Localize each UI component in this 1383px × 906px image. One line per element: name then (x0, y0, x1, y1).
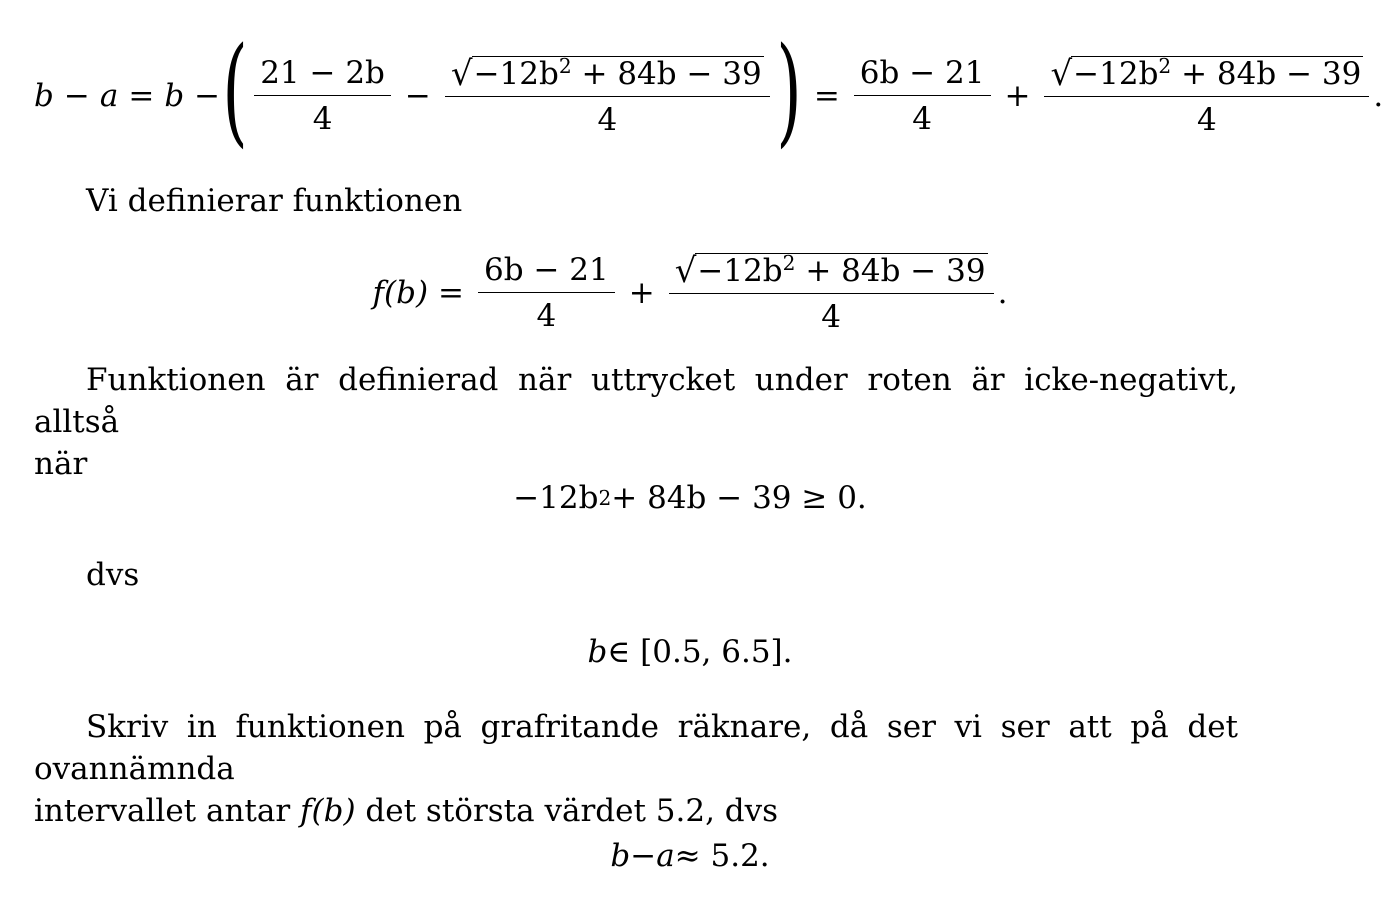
result-minus: − (630, 837, 657, 874)
eq1-equals: = (128, 77, 155, 114)
fraction-denominator: 4 (912, 100, 933, 137)
fraction-numerator (669, 250, 994, 294)
equation-f-of-b (0, 248, 1380, 338)
eq1-a: a (99, 77, 119, 114)
paragraph-line-1: Funktionen är definierad när uttrycket under roten är icke-negativt, alltså (34, 362, 1238, 440)
fraction-numerator: 21 − 2b (254, 58, 391, 96)
paragraph-text: dvs (86, 557, 140, 593)
fraction-denominator: 4 (536, 297, 557, 334)
result-b: b (610, 837, 631, 874)
eq2-equals: = (438, 274, 465, 311)
paragraph-line-1: Skriv in funktionen på grafritande räknare, då ser vi ser att på det ovannämnda (34, 709, 1238, 787)
eq2-lhs: f(b) (372, 274, 429, 311)
radical-sign: √ (1050, 54, 1073, 94)
inequality-head: −12b (513, 479, 599, 516)
fraction-sqrt-1 (445, 53, 770, 138)
fraction-21-minus-2b (254, 54, 391, 137)
fraction-sqrt-2 (1044, 53, 1369, 138)
interval-variable: b (587, 633, 608, 670)
radicand-tail: + 84b − 39 (795, 253, 986, 289)
exponent: 2 (782, 250, 796, 275)
fraction-numerator: 6b − 21 (478, 255, 615, 293)
radicand (1071, 53, 1363, 92)
equation-interval (0, 632, 1380, 672)
inline-function: f(b) (300, 793, 356, 829)
radicand-head: −12b (473, 56, 559, 92)
fraction-sqrt (669, 250, 994, 335)
paragraph-line-2: när (34, 446, 88, 482)
fraction-numerator (1044, 53, 1369, 97)
radicand-head: −12b (697, 253, 783, 289)
eq1-minus3: − (404, 77, 431, 114)
exponent: 2 (558, 53, 572, 78)
inequality-tail: + 84b − 39 ≥ 0. (611, 479, 867, 516)
fraction-6b-minus-21 (854, 54, 991, 137)
exponent: 2 (1158, 53, 1172, 78)
line-text-a: intervallet antar (34, 793, 301, 829)
equation-b-minus-a (34, 21, 1383, 159)
sqrt (674, 250, 988, 291)
left-paren: ( (222, 21, 248, 159)
eq1-minus2: − (194, 77, 221, 114)
eq1-plus: + (1004, 77, 1031, 114)
paragraph-calculator (34, 706, 1238, 832)
equation-result (0, 836, 1380, 876)
fraction-denominator: 4 (1197, 102, 1217, 138)
radicand-head: −12b (1073, 56, 1159, 92)
radicand (472, 53, 764, 92)
radicand-tail: + 84b − 39 (1171, 56, 1362, 92)
eq1-b2: b (164, 77, 185, 114)
sqrt (450, 53, 764, 94)
radical-sign: √ (450, 54, 473, 94)
eq1-b: b (34, 77, 54, 114)
equation-inequality: −12b 2 + 84b − 39 ≥ 0. (513, 479, 867, 516)
radicand (695, 250, 987, 289)
fraction-6b-minus-21 (478, 251, 615, 334)
right-paren: ) (776, 21, 802, 159)
radicand-tail: + 84b − 39 (571, 56, 762, 92)
paragraph-line-2 (34, 790, 1238, 832)
paragraph-dvs (34, 554, 1238, 596)
sqrt (1050, 53, 1363, 94)
line-text-b: det största värdet 5.2, dvs (355, 793, 779, 829)
paragraph-define-function (34, 180, 1238, 222)
eq2-plus: + (628, 274, 655, 311)
fraction-denominator: 4 (312, 100, 333, 137)
fraction-numerator: 6b − 21 (854, 58, 991, 96)
result-rest: ≈ 5.2. (674, 837, 770, 874)
eq1-period: . (1373, 77, 1383, 114)
eq2-period: . (997, 274, 1008, 311)
interval-text: ∈ [0.5, 6.5]. (607, 633, 793, 670)
fraction-denominator: 4 (597, 102, 618, 138)
paragraph-domain (34, 359, 1238, 485)
eq1-minus: − (63, 77, 90, 114)
eq1-equals2: = (813, 77, 840, 114)
fraction-denominator: 4 (821, 299, 842, 335)
result-a: a (656, 837, 675, 874)
fraction-numerator (445, 53, 770, 97)
paragraph-text: Vi definierar funktionen (86, 183, 463, 219)
radical-sign: √ (674, 251, 697, 291)
